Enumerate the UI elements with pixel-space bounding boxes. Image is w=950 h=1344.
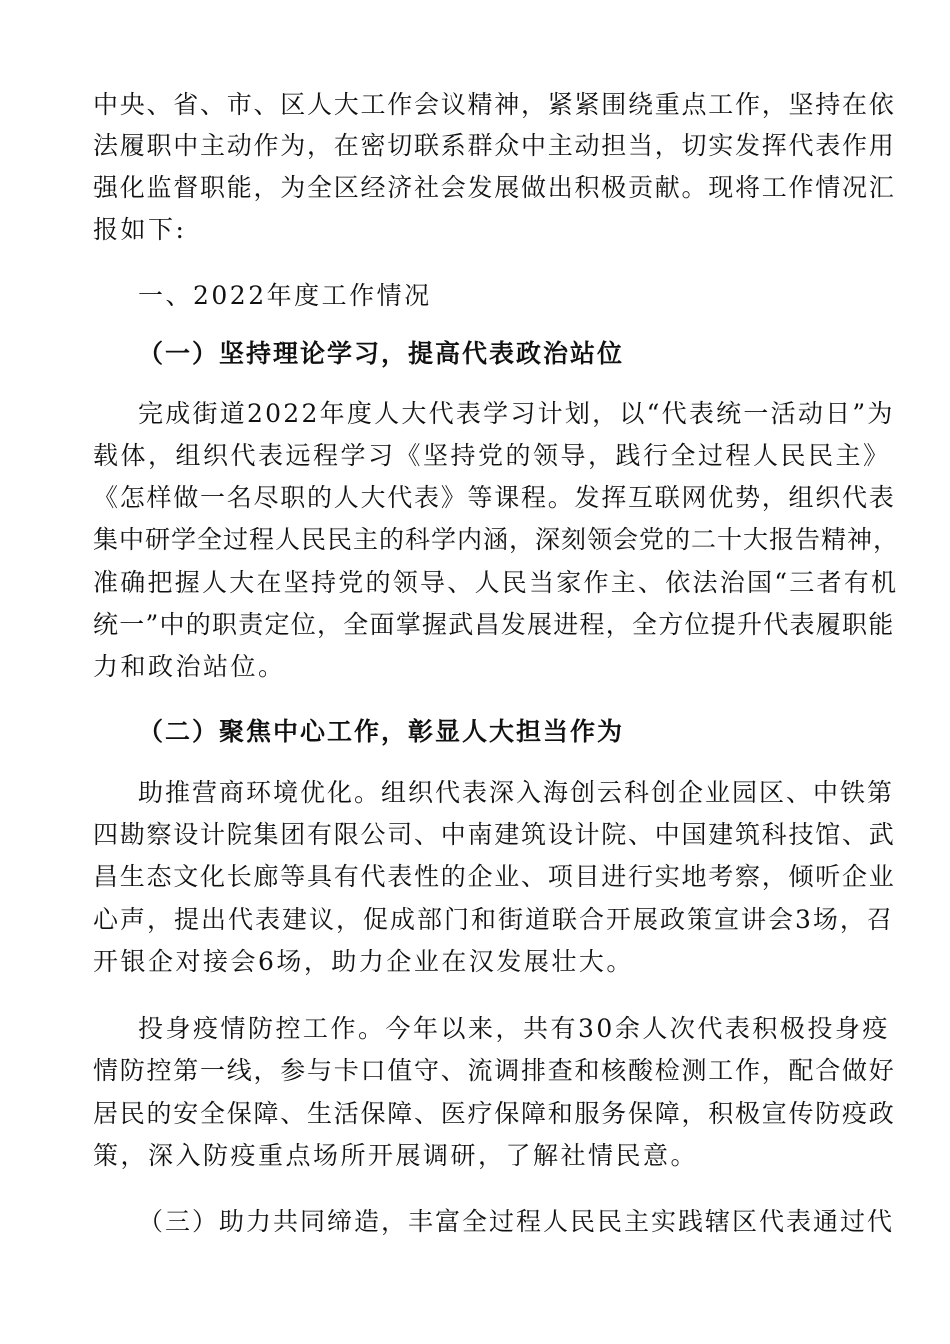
subsection-1-title: （一）坚持理论学习，提高代表政治站位 [138,339,625,368]
intro-line-2: 法履职中主动作为，在密切联系群众中主动担当，切实发挥代表作用 [93,131,896,160]
subsection-3-line: （三）助力共同缔造，丰富全过程人民民主实践辖区代表通过代 [138,1207,895,1236]
intro-line-4: 报如下: [93,215,187,244]
sub2-p1-line-5: 开银企对接会6场，助力企业在汉发展壮大。 [93,947,634,976]
subsection-2-title: （二）聚焦中心工作，彰显人大担当作为 [138,717,625,746]
sub1-line-2: 载体，组织代表远程学习《坚持党的领导，践行全过程人民民主》 [93,441,891,470]
sub1-line-5: 准确把握人大在坚持党的领导、人民当家作主、依法治国“三者有机 [93,568,899,597]
sub2-p2-line-4: 策，深入防疫重点场所开展调研，了解社情民意。 [93,1141,699,1170]
sub1-line-4: 集中研学全过程人民民主的科学内涵，深刻领会党的二十大报告精神， [93,525,900,554]
sub2-p1-line-2: 四勘察设计院集团有限公司、中南建筑设计院、中国建筑科技馆、武 [93,820,896,849]
sub2-p1-line-3: 昌生态文化长廊等具有代表性的企业、项目进行实地考察，倾听企业 [93,862,896,891]
sub2-p2-line-3: 居民的安全保障、生活保障、医疗保障和服务保障，积极宣传防疫政 [93,1099,896,1128]
sub1-line-6: 统一”中的职责定位，全面掌握武昌发展进程，全方位提升代表履职能 [93,610,895,639]
sub2-p1-line-1: 助推营商环境优化。组织代表深入海创云科创企业园区、中铁第 [138,778,895,807]
sub1-line-7: 力和政治站位。 [93,652,286,681]
sub1-line-3: 《怎样做一名尽职的人大代表》等课程。发挥互联网优势，组织代表 [93,483,896,512]
section-title: 一、2022年度工作情况 [138,281,432,310]
sub1-line-1: 完成街道2022年度人大代表学习计划，以“代表统一活动日”为 [138,399,895,428]
intro-line-3: 强化监督职能，为全区经济社会发展做出积极贡献。现将工作情况汇 [93,173,896,202]
intro-line-1: 中央、省、市、区人大工作会议精神，紧紧围绕重点工作，坚持在依 [93,90,896,119]
sub2-p2-line-1: 投身疫情防控工作。今年以来，共有30余人次代表积极投身疫 [138,1014,890,1043]
sub2-p2-line-2: 情防控第一线，参与卡口值守、流调排查和核酸检测工作，配合做好 [93,1056,896,1085]
sub2-p1-line-4: 心声，提出代表建议，促成部门和街道联合开展政策宣讲会3场，召 [93,905,894,934]
